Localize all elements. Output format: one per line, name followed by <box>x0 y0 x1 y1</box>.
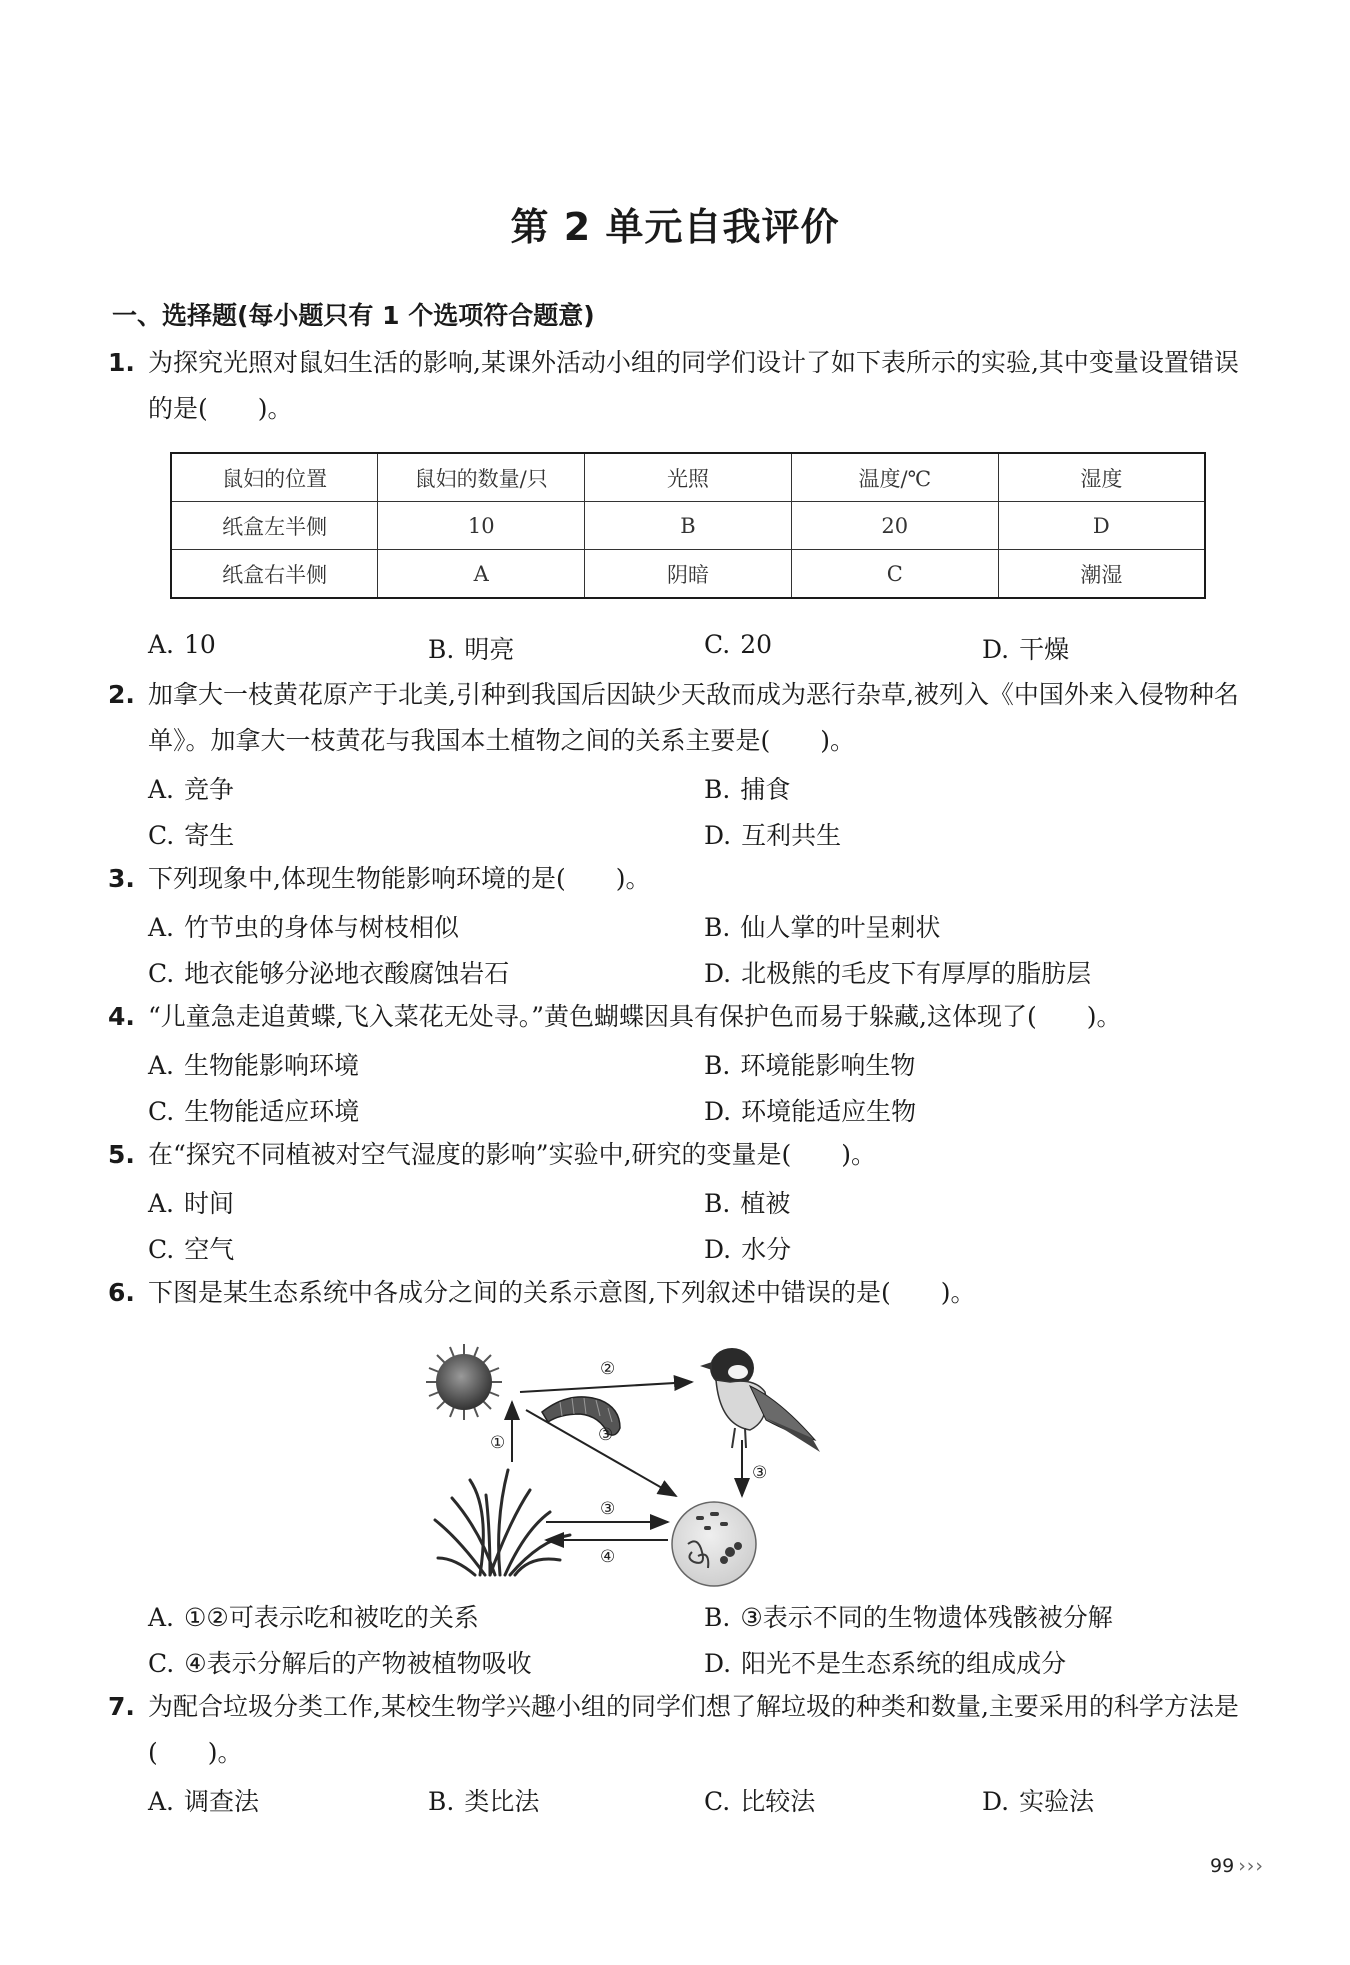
option-a[interactable]: A. 10 <box>148 630 216 659</box>
option-a[interactable]: A. 竹节虫的身体与树枝相似 <box>148 913 460 942</box>
option-a[interactable]: A. 调查法 <box>148 1787 260 1816</box>
decomposer-icon <box>672 1502 756 1586</box>
label-1: ① <box>490 1433 506 1453</box>
option-c[interactable]: C. 生物能适应环境 <box>148 1097 360 1126</box>
question-number: 2. <box>108 680 135 709</box>
option-b[interactable]: B. 捕食 <box>704 775 791 804</box>
bird-icon <box>700 1348 820 1452</box>
option-c[interactable]: C. 20 <box>704 630 772 659</box>
option-b[interactable]: B. 类比法 <box>428 1787 540 1816</box>
option-d[interactable]: D. 干燥 <box>982 635 1070 664</box>
question-stem: 为配合垃圾分类工作,某校生物学兴趣小组的同学们想了解垃圾的种类和数量,主要采用的科学方法是( )。 <box>148 1692 1239 1767</box>
option-b[interactable]: B. 仙人掌的叶呈刺状 <box>704 913 941 942</box>
table-cell: A <box>378 550 585 599</box>
question-number: 4. <box>108 1002 135 1031</box>
option-b[interactable]: B. 明亮 <box>428 635 515 664</box>
question-3 <box>108 856 1248 902</box>
option-d[interactable]: D. 北极熊的毛皮下有厚厚的脂肪层 <box>704 959 1092 988</box>
question-6 <box>108 1270 1248 1316</box>
arrow-2 <box>520 1382 692 1392</box>
table-header-row <box>171 453 1205 502</box>
label-2: ② <box>600 1359 616 1379</box>
ecosystem-diagram <box>420 1330 940 1595</box>
table-header-cell: 光照 <box>585 453 792 502</box>
page-number: 99 ››› <box>1210 1855 1264 1877</box>
label-3c: ③ <box>600 1499 616 1519</box>
question-1 <box>108 340 1248 432</box>
option-c[interactable]: C. 比较法 <box>704 1787 816 1816</box>
option-b[interactable]: B. ③表示不同的生物遗体残骸被分解 <box>704 1603 1113 1632</box>
section-heading: 一、选择题(每小题只有 1 个选项符合题意) <box>112 301 595 330</box>
table-cell: 阴暗 <box>585 550 792 599</box>
question-4 <box>108 994 1248 1040</box>
table-row <box>171 502 1205 550</box>
question-stem: 为探究光照对鼠妇生活的影响,某课外活动小组的同学们设计了如下表所示的实验,其中变量设置错误的是( )。 <box>148 348 1239 423</box>
question-stem: 下图是某生态系统中各成分之间的关系示意图,下列叙述中错误的是( )。 <box>148 1278 976 1307</box>
option-c[interactable]: C. ④表示分解后的产物被植物吸收 <box>148 1649 532 1678</box>
question-stem: 下列现象中,体现生物能影响环境的是( )。 <box>148 864 651 893</box>
label-4: ④ <box>600 1547 616 1567</box>
option-a[interactable]: A. 竞争 <box>148 775 235 804</box>
label-3b: ③ <box>752 1463 768 1483</box>
question-number: 6. <box>108 1278 135 1307</box>
table-header-cell: 湿度 <box>998 453 1205 502</box>
question-number: 3. <box>108 864 135 893</box>
question-stem: 加拿大一枝黄花原产于北美,引种到我国后因缺少天敌而成为恶行杂草,被列入《中国外来入侵物种名单》。加拿大一枝黄花与我国本土植物之间的关系主要是( )。 <box>148 680 1239 755</box>
table-header-cell: 温度/℃ <box>791 453 998 502</box>
option-c[interactable]: C. 空气 <box>148 1235 235 1264</box>
option-d[interactable]: D. 水分 <box>704 1235 792 1264</box>
table-cell: B <box>585 502 792 550</box>
table-header-cell: 鼠妇的位置 <box>171 453 378 502</box>
table-cell: 潮湿 <box>998 550 1205 599</box>
option-d[interactable]: D. 阳光不是生态系统的组成成分 <box>704 1649 1067 1678</box>
experiment-table <box>170 452 1206 599</box>
question-2 <box>108 672 1248 764</box>
option-d[interactable]: D. 实验法 <box>982 1787 1095 1816</box>
option-a[interactable]: A. 时间 <box>148 1189 235 1218</box>
question-number: 7. <box>108 1692 135 1721</box>
table-cell: 10 <box>378 502 585 550</box>
option-d[interactable]: D. 环境能适应生物 <box>704 1097 917 1126</box>
option-a[interactable]: A. 生物能影响环境 <box>148 1051 360 1080</box>
question-5 <box>108 1132 1248 1178</box>
table-cell: C <box>791 550 998 599</box>
question-stem: “儿童急走追黄蝶,飞入菜花无处寻。”黄色蝴蝶因具有保护色而易于躲藏,这体现了( )。 <box>148 1002 1122 1031</box>
table-cell: D <box>998 502 1205 550</box>
table-cell: 20 <box>791 502 998 550</box>
option-d[interactable]: D. 互利共生 <box>704 821 842 850</box>
question-stem: 在“探究不同植被对空气湿度的影响”实验中,研究的变量是( )。 <box>148 1140 877 1169</box>
page-title: 第 2 单元自我评价 <box>510 205 840 249</box>
option-c[interactable]: C. 寄生 <box>148 821 235 850</box>
question-7 <box>108 1684 1248 1776</box>
chevron-right-icon: ››› <box>1238 1855 1264 1877</box>
label-3a: ③ <box>598 1425 614 1445</box>
table-header-cell: 鼠妇的数量/只 <box>378 453 585 502</box>
option-b[interactable]: B. 环境能影响生物 <box>704 1051 916 1080</box>
question-number: 1. <box>108 348 135 377</box>
question-number: 5. <box>108 1140 135 1169</box>
option-b[interactable]: B. 植被 <box>704 1189 791 1218</box>
table-cell: 纸盒右半侧 <box>171 550 378 599</box>
table-cell: 纸盒左半侧 <box>171 502 378 550</box>
sun-icon <box>426 1344 502 1420</box>
option-a[interactable]: A. ①②可表示吃和被吃的关系 <box>148 1603 479 1632</box>
option-c[interactable]: C. 地衣能够分泌地衣酸腐蚀岩石 <box>148 959 510 988</box>
table-row <box>171 550 1205 599</box>
